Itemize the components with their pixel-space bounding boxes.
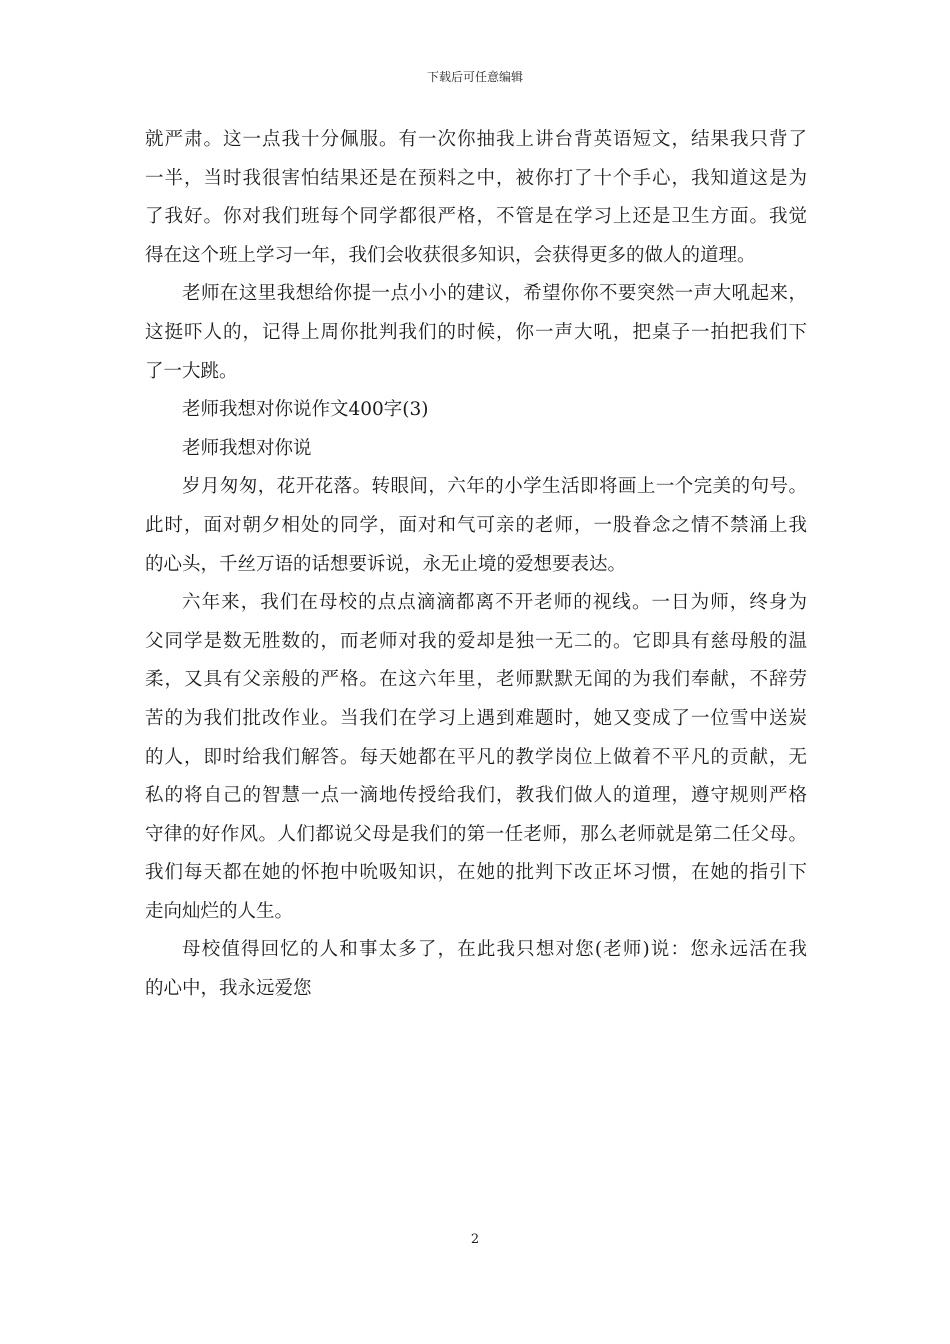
paragraph-line: 就严肃。这一点我十分佩服。有一次你抽我上讲台背英语短文，结果我只背了 bbox=[145, 129, 807, 150]
paragraph-line: 母校值得回忆的人和事太多了，在此我只想对您(老师)说：您永远活在我 bbox=[182, 939, 807, 961]
page-number: 2 bbox=[470, 1232, 480, 1247]
paragraph-line: 父同学是数无胜数的，而老师对我的爱却是独一无二的。它即具有慈母般的温 bbox=[145, 630, 807, 652]
paragraph-line: 了我好。你对我们班每个同学都很严格，不管是在学习上还是卫生方面。我觉 bbox=[145, 206, 807, 228]
paragraph-line: 走向灿烂的人生。 bbox=[145, 900, 294, 922]
paragraph-line: 私的将自己的智慧一点一滴地传授给我们，教我们做人的道理，遵守规则严格 bbox=[145, 785, 807, 807]
paragraph-line: 的心中，我永远爱您 bbox=[145, 978, 312, 1000]
document-body bbox=[145, 121, 807, 1009]
article-title: 老师我想对你说作文400字(3) bbox=[182, 399, 429, 421]
paragraph-line: 得在这个班上学习一年，我们会收获很多知识，会获得更多的做人的道理。 bbox=[145, 244, 756, 266]
paragraph-line: 这挺吓人的，记得上周你批判我们的时候，你一声大吼，把桌子一拍把我们下 bbox=[145, 321, 807, 343]
paragraph-line: 守律的好作风。人们都说父母是我们的第一任老师，那么老师就是第二任父母。 bbox=[145, 823, 807, 845]
paragraph-line: 我们每天都在她的怀抱中吮吸知识，在她的批判下改正坏习惯，在她的指引下 bbox=[145, 862, 807, 884]
paragraph-line: 的人，即时给我们解答。每天她都在平凡的教学岗位上做着不平凡的贡献，无 bbox=[145, 746, 807, 768]
article-subtitle: 老师我想对你说 bbox=[182, 437, 312, 459]
paragraph-line: 此时，面对朝夕相处的同学，面对和气可亲的老师，一股眷念之情不禁涌上我 bbox=[145, 514, 807, 536]
paragraph-line: 柔，又具有父亲般的严格。在这六年里，老师默默无闻的为我们奉献，不辞劳 bbox=[145, 669, 807, 691]
paragraph-line: 岁月匆匆，花开花落。转眼间，六年的小学生活即将画上一个完美的句号。 bbox=[182, 476, 807, 498]
paragraph-line: 了一大跳。 bbox=[145, 360, 238, 382]
paragraph-line: 一半，当时我很害怕结果还是在预料之中，被你打了十个手心，我知道这是为 bbox=[145, 167, 807, 189]
paragraph-line: 老师在这里我想给你提一点小小的建议，希望你你不要突然一声大吼起来， bbox=[182, 283, 807, 305]
paragraph-line: 的心头，千丝万语的话想要诉说，永无止境的爱想要表达。 bbox=[145, 553, 627, 575]
page-header: 下载后可任意编辑 bbox=[426, 70, 523, 84]
paragraph-line: 苦的为我们批改作业。当我们在学习上遇到难题时，她又变成了一位雪中送炭 bbox=[145, 707, 807, 729]
paragraph-line: 六年来，我们在母校的点点滴滴都离不开老师的视线。一日为师，终身为 bbox=[182, 592, 807, 614]
